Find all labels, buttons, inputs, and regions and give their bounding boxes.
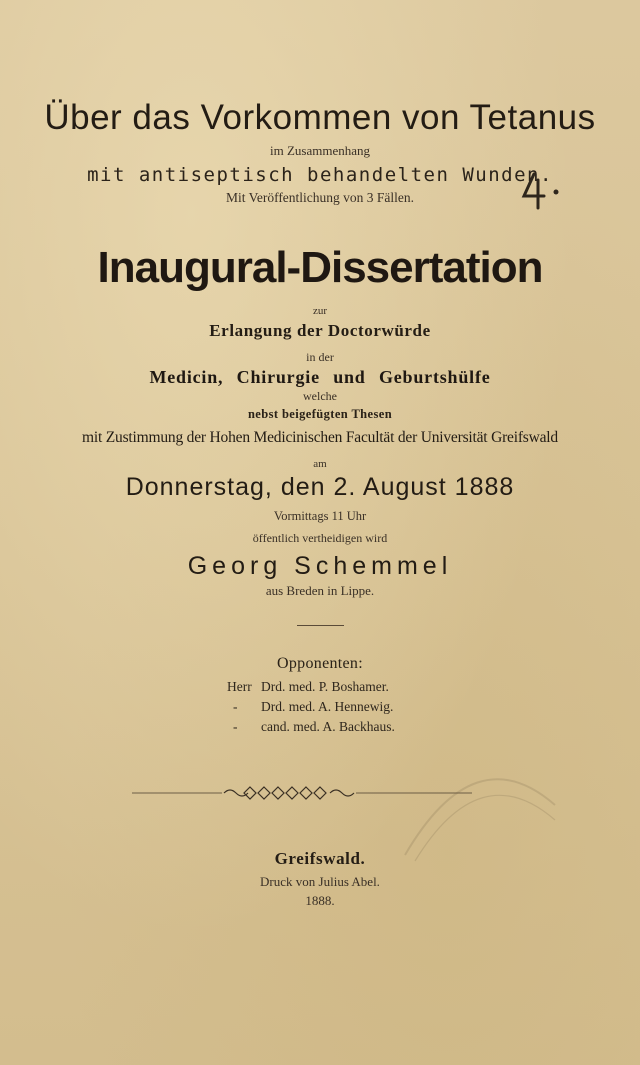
opponent-name: Drd. med. A. Hennewig. [261, 699, 394, 714]
subtitle-line-3: Mit Veröffentlichung von 3 Fällen. [225, 190, 415, 205]
opponent-prefix: - [233, 699, 238, 714]
handwritten-number-mark [518, 170, 562, 210]
in-der-label: in der [306, 350, 334, 364]
opponent-name: cand. med. A. Backhaus. [261, 719, 395, 734]
thesen-line: nebst beigefügten Thesen [247, 407, 393, 421]
field-medicin: Medicin, [149, 367, 224, 387]
publication-city: Greifswald. [274, 849, 366, 868]
defense-date: Donnerstag, den 2. August 1888 [125, 473, 515, 501]
opponents-list [227, 679, 395, 739]
author-origin: aus Breden in Lippe. [265, 583, 375, 598]
field-und: und [333, 367, 366, 387]
faculty-consent-line: mit Zustimmung der Hohen Medicinischen Facultät der Universität Greifswald [82, 429, 558, 446]
am-label: am [313, 458, 327, 470]
publication-year: 1888. [305, 893, 335, 908]
opponent-row [227, 699, 395, 719]
opponent-prefix: - [233, 719, 238, 734]
opponent-prefix: Herr [227, 679, 252, 694]
author-name: Georg Schemmel [187, 552, 453, 580]
welche-label: welche [303, 389, 337, 403]
divider-rule [297, 625, 344, 626]
faculty-fields [0, 367, 640, 388]
erlangung-line: Erlangung der Doctorwürde [209, 321, 431, 340]
field-chirurgie: Chirurgie [236, 367, 320, 387]
zur-label: zur [312, 305, 328, 317]
subtitle-line-1: im Zusammenhang [269, 143, 370, 158]
page-title: Über das Vorkommen von Tetanus [44, 98, 596, 137]
field-geburtshuelfe: Geburtshülfe [378, 367, 491, 387]
subtitle-line-2: mit antiseptisch behandelten Wunden. [87, 164, 553, 186]
opponents-heading: Opponenten: [277, 655, 363, 672]
dissertation-heading: Inaugural-Dissertation [97, 243, 543, 292]
faint-library-stamp [395, 745, 560, 865]
oeffentlich-line: öffentlich vertheidigen wird [252, 531, 388, 545]
opponent-row [227, 719, 395, 739]
opponent-row [227, 679, 395, 699]
opponent-name: Drd. med. P. Boshamer. [261, 679, 389, 694]
printer-line: Druck von Julius Abel. [260, 874, 380, 889]
defense-time: Vormittags 11 Uhr [273, 509, 367, 523]
